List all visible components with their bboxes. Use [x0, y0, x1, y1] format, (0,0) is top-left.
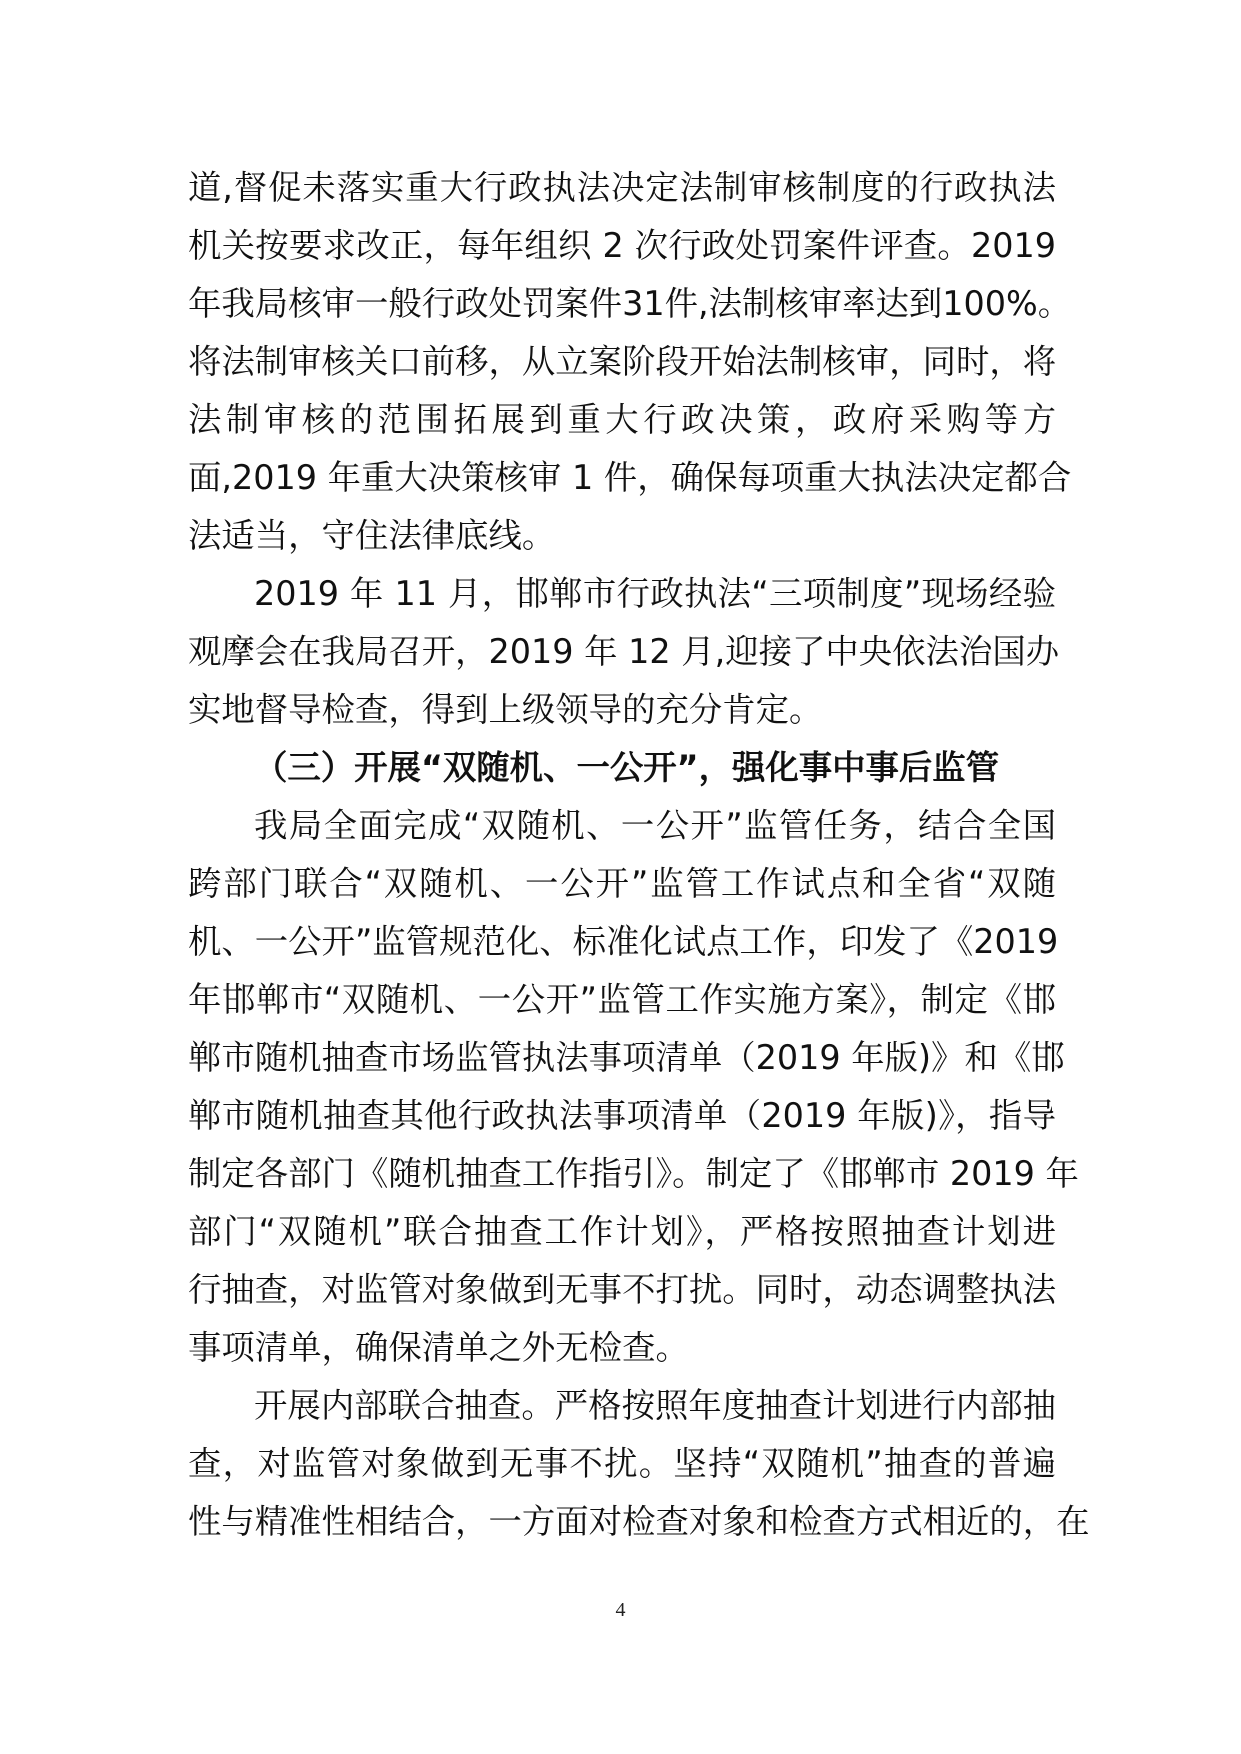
- text-line: 将法制审核关口前移，从立案阶段开始法制核审，同时，将: [188, 342, 1057, 381]
- text-line: 观摩会在我局召开，2019 年 12 月,迎接了中央依法治国办: [188, 632, 1060, 671]
- text-line: 法适当，守住法律底线。: [188, 516, 556, 555]
- text-line: 机、一公开”监管规范化、标准化试点工作，印发了《2019: [188, 922, 1059, 961]
- text-line: 道,督促未落实重大行政执法决定法制审核制度的行政执法: [188, 168, 1056, 207]
- text-line: 事项清单，确保清单之外无检查。: [188, 1328, 689, 1367]
- text-line: 部门“双随机”联合抽查工作计划》，严格按照抽查计划进: [188, 1212, 1056, 1251]
- text-line: 年邯郸市“双随机、一公开”监管工作实施方案》，制定《邯: [188, 980, 1056, 1019]
- text-line: 查，对监管对象做到无事不扰。坚持“双随机”抽查的普遍: [188, 1444, 1056, 1483]
- text-line: 性与精准性相结合，一方面对检查对象和检查方式相近的，在: [188, 1502, 1090, 1541]
- text-line: 跨部门联合“双随机、一公开”监管工作试点和全省“双随: [188, 864, 1056, 903]
- text-line: 行抽查，对监管对象做到无事不打扰。同时，动态调整执法: [188, 1270, 1057, 1309]
- text-line: 法制审核的范围拓展到重大行政决策，政府采购等方: [188, 400, 1056, 439]
- text-line: 面,2019 年重大决策核审 1 件，确保每项重大执法决定都合: [188, 458, 1072, 497]
- section-heading: （三）开展“双随机、一公开”，强化事中事后监管: [254, 748, 1000, 787]
- text-line: 2019 年 11 月，邯郸市行政执法“三项制度”现场经验: [254, 574, 1056, 613]
- text-line: 制定各部门《随机抽查工作指引》。制定了《邯郸市 2019 年: [188, 1154, 1079, 1193]
- page-number: 4: [615, 1599, 626, 1621]
- text-line: 我局全面完成“双随机、一公开”监管任务，结合全国: [254, 806, 1056, 845]
- text-line: 郸市随机抽查市场监管执法事项清单（2019 年版)》和《邯: [188, 1038, 1065, 1077]
- text-line: 机关按要求改正，每年组织 2 次行政处罚案件评查。2019: [188, 226, 1056, 265]
- text-line: 郸市随机抽查其他行政执法事项清单（2019 年版)》，指导: [188, 1096, 1056, 1135]
- text-line: 年我局核审一般行政处罚案件31件,法制核审率达到100%。: [188, 284, 1072, 323]
- text-line: 开展内部联合抽查。严格按照年度抽查计划进行内部抽: [254, 1386, 1056, 1425]
- text-line: 实地督导检查，得到上级领导的充分肯定。: [188, 690, 823, 729]
